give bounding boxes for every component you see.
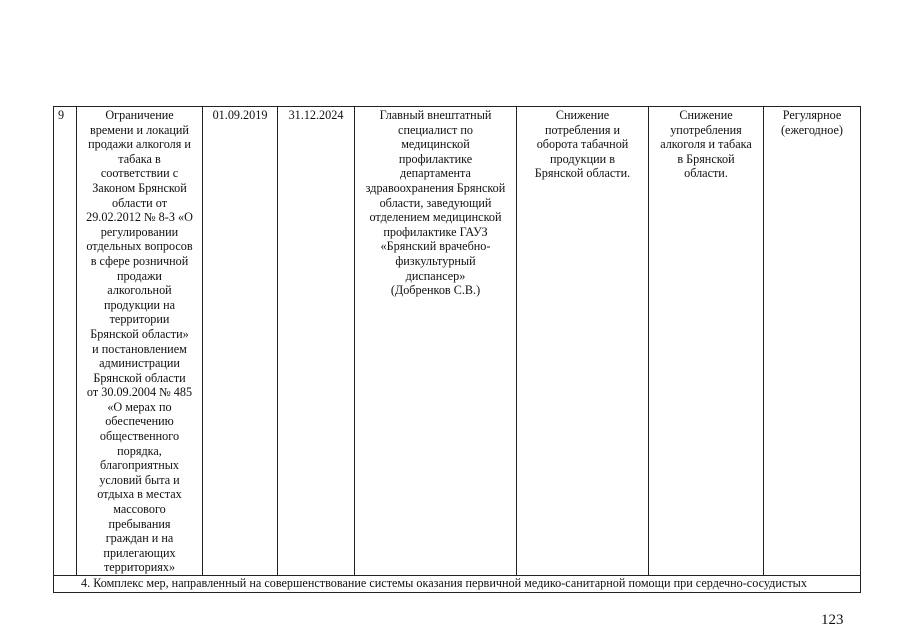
responsible-cell: Главный внештатный специалист по медицинской профилактике департамента здравоохранения Брянской области, заведующий отделением медицинской профилактике ГАУЗ «Брянский врачебно- физкультурный диспансер» (Добренков С.В.) [355, 107, 517, 576]
table-row [54, 107, 861, 576]
measure-cell: Ограничение времени и локаций продажи алкоголя и табака в соответствии с Законом Брянской области от 29.02.2012 № 8-З «О регулировании отдельных вопросов в сфере розничной продажи алкогольной продукции на территории Брянской области» и постановлением администрации Брянской области от 30.09.2004 № 485 «О мерах по обеспечению общественного порядка, благоприятных условий быта и отдыха в местах массового пребывания граждан и на прилегающих территориях» [77, 107, 203, 576]
section-heading: 4. Комплекс мер, направленный на совершенствование системы оказания первичной медико-санитарной помощи при сердечно-сосудистых [54, 576, 861, 593]
measures-table [53, 106, 861, 593]
effect-cell: Снижение употребления алкоголя и табака в Брянской области. [649, 107, 764, 576]
result-cell: Снижение потребления и оборота табачной продукции в Брянской области. [517, 107, 649, 576]
section-heading-row [54, 576, 861, 593]
end-date-cell: 31.12.2024 [278, 107, 355, 576]
start-date-cell: 01.09.2019 [203, 107, 278, 576]
periodicity-cell: Регулярное (ежегодное) [764, 107, 861, 576]
row-number-cell: 9 [54, 107, 77, 576]
page-number: 123 [821, 612, 844, 628]
